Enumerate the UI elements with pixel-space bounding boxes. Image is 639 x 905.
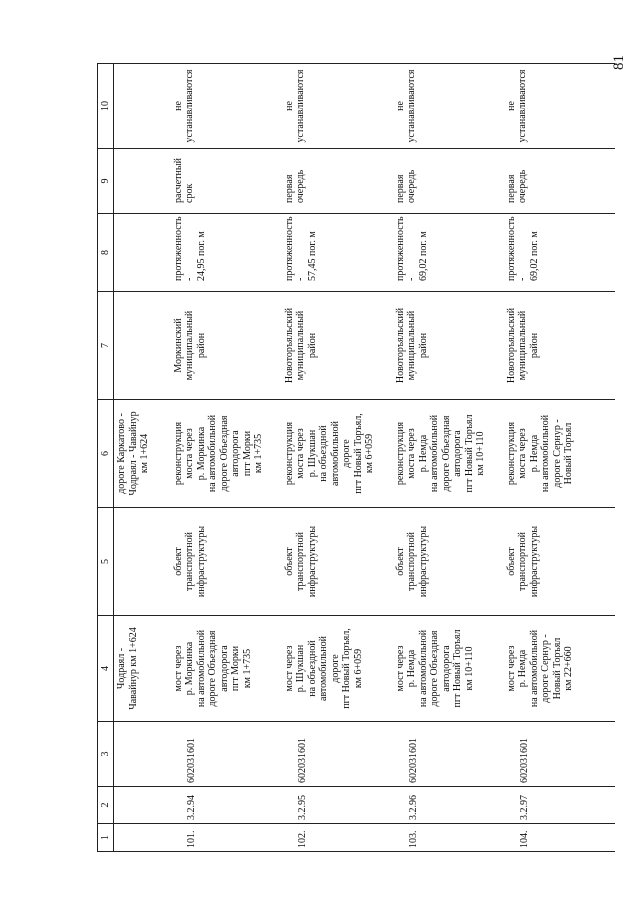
row-number: 101. [185,830,197,848]
object-action: реконструкция моста через р. Шукшан на объездной автомобильной дороге пгт Новый Торъял, км 6+059 [283,413,375,494]
objects-registry-table [97,63,615,852]
protection-zones: не устанавливаются [394,69,417,143]
object-name: мост через р. Шукшан на объездной автомобильной дороге пгт Новый Торъял, км 6+059 [283,628,364,709]
object-type: объект транспортной инфраструктуры [172,525,207,598]
rotated-page-content [97,64,614,852]
oktmo-code: 602031601 [296,738,308,783]
protection-zones: не устанавливаются [505,69,528,143]
object-action: реконструкция моста через р. Немда на автомобильной дороге Сернур - Новый Торъял [505,414,574,493]
object-length: протяженность - 24,95 пог. м [172,216,207,281]
column-number: 4 [98,616,114,722]
implementation-term: первая очередь [505,169,528,203]
column-number: 10 [98,64,114,149]
object-name: мост через р. Немда на автомобильной дороге Сернур - Новый Торъял км 22+660 [505,629,574,708]
column-number: 5 [98,508,114,616]
page-number: 81 [611,55,627,70]
object-action: реконструкция моста через р. Моркинка на автомобильной дороге Объездная автодорога пгт Морки км 1+735 [172,414,264,493]
object-type: объект транспортной инфраструктуры [505,525,540,598]
protection-zones: не устанавливаются [172,69,195,143]
column-number: 1 [98,824,114,852]
column-number: 7 [98,292,114,400]
object-name: мост через р. Немда на автомобильной дороге Объездная автодорога пгт Новый Торъял км 10+110 [394,629,475,708]
object-length: протяженность - 69,02 пог. м [394,216,429,281]
table-row [170,64,281,852]
column-number: 8 [98,214,114,292]
object-length: протяженность - 57,45 пог. м [283,216,318,281]
object-type: объект транспортной инфраструктуры [394,525,429,598]
object-district: Моркинский муниципальный район [172,310,207,381]
object-code: 3.2.95 [296,795,308,820]
oktmo-code: 602031601 [407,738,419,783]
column-numbers-row [98,64,114,852]
column-number: 2 [98,787,114,824]
row-number: 103. [407,830,419,848]
table-row [503,64,615,852]
protection-zones: не устанавливаются [283,69,306,143]
column-number: 3 [98,722,114,787]
object-district: Новоторъяльский муниципальный район [283,307,318,384]
oktmo-code: 602031601 [518,738,530,783]
object-district: Новоторъяльский муниципальный район [394,307,429,384]
object-district: Новоторъяльский муниципальный район [505,307,540,384]
object-name-continued: Чодраял - Чавайнур км 1+624 [116,627,139,710]
row-number: 104. [518,830,530,848]
object-action: реконструкция моста через р. Немда на автомобильной дороге Объездная автодорога пгт Новый Торъял км 10+110 [394,414,486,493]
implementation-term: первая очередь [394,169,417,203]
object-length: протяженность - 69,02 пог. м [505,216,540,281]
table-row [281,64,392,852]
row-number: 102. [296,830,308,848]
column-number: 9 [98,149,114,214]
oktmo-code: 602031601 [185,738,197,783]
object-type: объект транспортной инфраструктуры [283,525,318,598]
table-row [392,64,503,852]
object-action-continued: дороге Каркатово - Чодраял - Чавайнур км 1+624 [116,411,150,496]
implementation-term: первая очередь [283,169,306,203]
object-name: мост через р. Моркинка на автомобильной дороге Объездная автодорога пгт Морки км 1+735 [172,629,253,708]
object-code: 3.2.94 [185,795,197,820]
implementation-term: расчетный срок [172,158,195,203]
object-code: 3.2.97 [518,795,530,820]
column-number: 6 [98,400,114,508]
continuation-row [114,64,170,852]
object-code: 3.2.96 [407,795,419,820]
